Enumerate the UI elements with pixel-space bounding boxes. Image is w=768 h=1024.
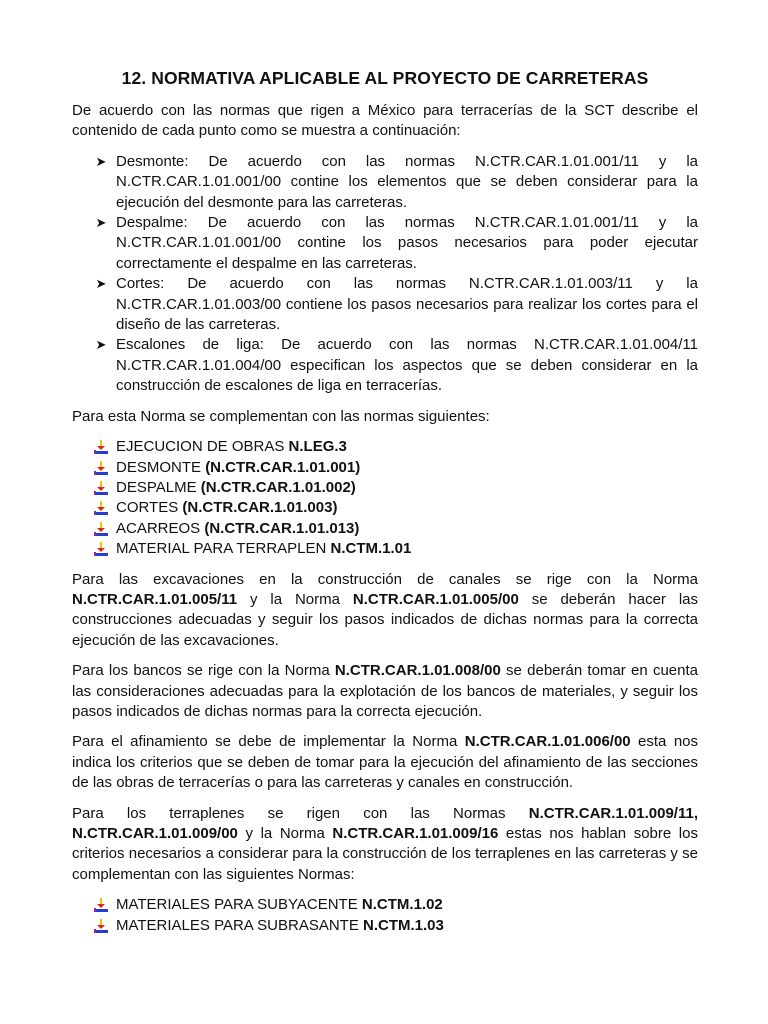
arrow-right-icon: ➤	[95, 337, 107, 353]
arrow-right-icon: ➤	[95, 276, 107, 292]
section-title: 12. NORMATIVA APLICABLE AL PROYECTO DE CARRETERAS	[121, 68, 649, 88]
down-arrow-bar-icon	[94, 440, 108, 454]
down-arrow-bar-icon	[94, 461, 108, 475]
excavaciones-paragraph: Para las excavaciones en la construcción de canales se rige con la Norma N.CTR.CAR.1.01.005/11 y la Norma N.CTR.CAR.1.01.005/00 se deberán hacer las construcciones adecuadas y seguir los pasos indicados de dichas normas para la correcta ejecución de las excavaciones.	[72, 570, 698, 649]
list-item: ➤ Cortes: De acuerdo con las normas N.CTR.CAR.1.01.003/11 y la N.CTR.CAR.1.01.003/00 contiene los pasos necesarios para realizar los cortes para el diseño de las carreteras.	[95, 275, 698, 334]
afinamiento-paragraph: Para el afinamiento se debe de implementar la Norma N.CTR.CAR.1.01.006/00 esta nos indica los criterios que se deben de tomar para la ejecución del afinamiento de las secciones de las obras de terracerías o para las carreteras y canales en construcción.	[72, 733, 699, 792]
list-item: MATERIALES PARA SUBRASANTE N.CTM.1.03	[72, 916, 698, 936]
down-arrow-bar-icon	[94, 481, 108, 495]
down-arrow-bar-icon	[94, 898, 108, 912]
list-item: DESMONTE (N.CTR.CAR.1.01.001)	[72, 458, 698, 478]
list-item: CORTES (N.CTR.CAR.1.01.003)	[72, 498, 698, 518]
down-arrow-bar-icon	[94, 501, 108, 515]
arrow-right-icon: ➤	[95, 153, 107, 169]
intro-paragraph: De acuerdo con las normas que rigen a México para terracerías de la SCT describe el contenido de cada punto como se muestra a continuación:	[72, 102, 698, 140]
list-item: ➤ Despalme: De acuerdo con las normas N.CTR.CAR.1.01.001/11 y la N.CTR.CAR.1.01.001/00 contine los pasos necesarios para poder ejecutar correctamente el despalme en las carreteras.	[95, 214, 698, 272]
list-item: ➤ Desmonte: De acuerdo con las normas N.CTR.CAR.1.01.001/11 y la N.CTR.CAR.1.01.001/00 contine los elementos que se deben considerar para la ejecución del desmonte para las carreteras.	[95, 152, 698, 211]
terraplenes-paragraph: Para los terraplenes se rigen con las Normas N.CTR.CAR.1.01.009/11, N.CTR.CAR.1.01.009/00 y la Norma N.CTR.CAR.1.01.009/16 estas nos hablan sobre los criterios necesarios a considerar para la construcción de los terraplenes en las carreteras y se complementan con las siguientes Normas:	[72, 804, 698, 883]
norms-list-1	[72, 437, 698, 559]
list-item: ACARREOS (N.CTR.CAR.1.01.013)	[72, 519, 698, 539]
down-arrow-bar-icon	[94, 919, 108, 933]
down-arrow-bar-icon	[94, 542, 108, 556]
arrow-right-icon: ➤	[95, 215, 107, 231]
norms-list-2	[72, 895, 698, 936]
list-item: DESPALME (N.CTR.CAR.1.01.002)	[72, 478, 698, 498]
bancos-paragraph: Para los bancos se rige con la Norma N.CTR.CAR.1.01.008/00 se deberán tomar en cuenta las consideraciones adecuadas para la explotación de los bancos de materiales, y seguir los pasos indicados de dichas normas para la correcta ejecución.	[72, 662, 698, 720]
list-item: MATERIAL PARA TERRAPLEN N.CTM.1.01	[72, 539, 698, 559]
list-item: EJECUCION DE OBRAS N.LEG.3	[72, 437, 698, 457]
down-arrow-bar-icon	[94, 522, 108, 536]
list-item: ➤ Escalones de liga: De acuerdo con las normas N.CTR.CAR.1.01.004/11 N.CTR.CAR.1.01.004/00 especifican los aspectos que se deben considerar en la construcción de escalones de liga en terracerías.	[95, 336, 698, 395]
list-item: MATERIALES PARA SUBYACENTE N.CTM.1.02	[72, 895, 698, 915]
arrow-list	[72, 152, 698, 397]
complement-intro: Para esta Norma se complementan con las normas siguientes:	[72, 407, 490, 425]
